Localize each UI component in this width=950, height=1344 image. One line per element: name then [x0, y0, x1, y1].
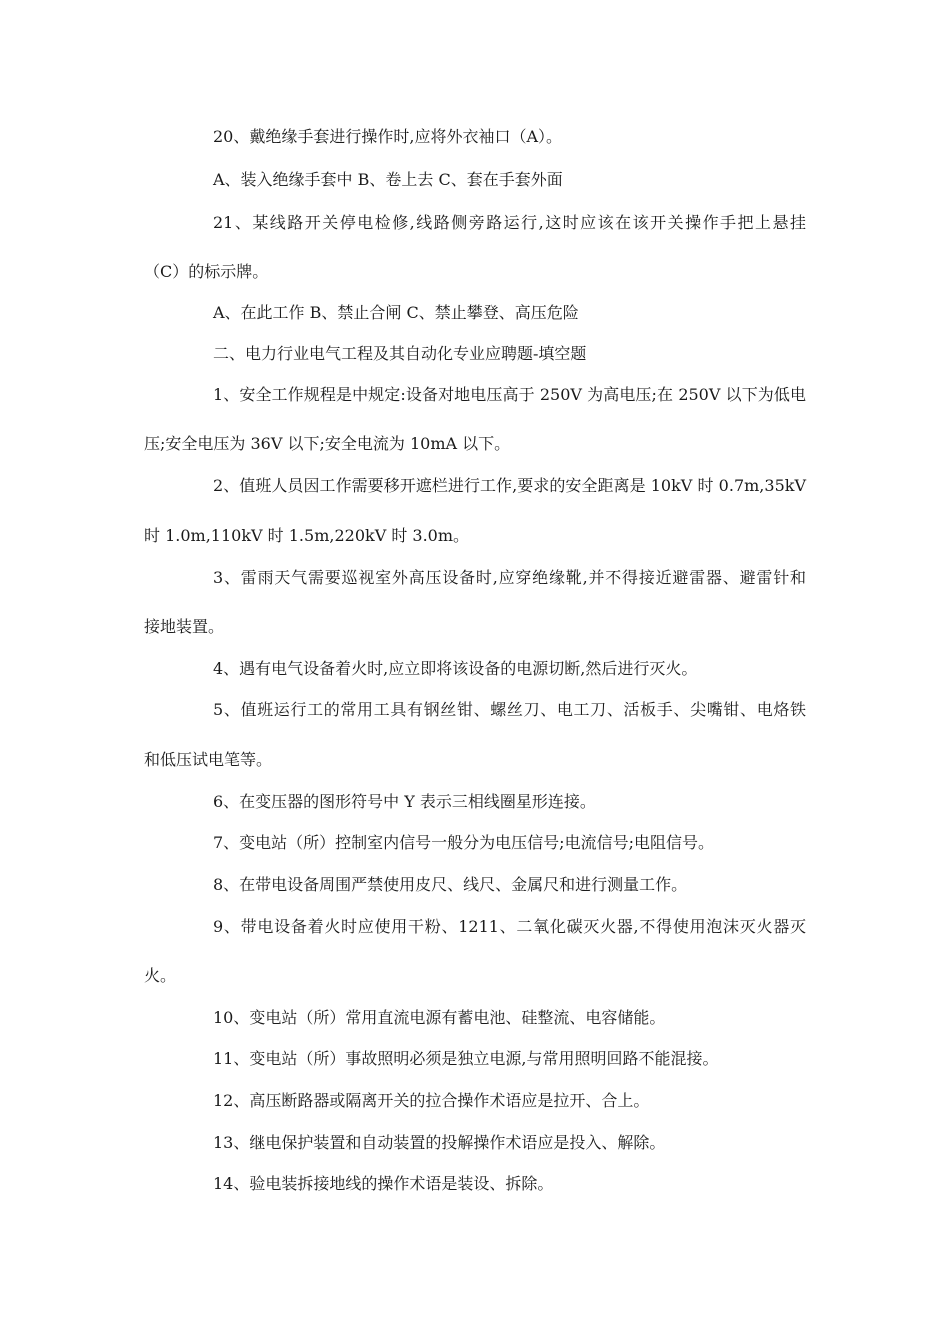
fill-blank-2: 2、值班人员因工作需要移开遮栏进行工作,要求的安全距离是 10kV 时 0.7m,35kV — [213, 476, 806, 495]
question-20: 20、戴绝缘手套进行操作时,应将外衣袖口（A）。 — [213, 127, 563, 146]
fill-blank-6: 6、在变压器的图形符号中 Y 表示三相线圈星形连接。 — [213, 792, 596, 811]
fill-blank-5: 5、值班运行工的常用工具有钢丝钳、螺丝刀、电工刀、活板手、尖嘴钳、电烙铁 — [213, 700, 806, 719]
fill-blank-8: 8、在带电设备周围严禁使用皮尺、线尺、金属尺和进行测量工作。 — [213, 875, 688, 894]
fill-blank-14: 14、验电装拆接地线的操作术语是装设、拆除。 — [213, 1174, 554, 1193]
fill-blank-7: 7、变电站（所）控制室内信号一般分为电压信号;电流信号;电阻信号。 — [213, 833, 714, 852]
fill-blank-5-continued: 和低压试电笔等。 — [144, 750, 273, 769]
fill-blank-11: 11、变电站（所）事故照明必须是独立电源,与常用照明回路不能混接。 — [213, 1049, 719, 1068]
fill-blank-1: 1、安全工作规程是中规定:设备对地电压高于 250V 为高电压;在 250V 以下为低电 — [213, 385, 806, 404]
fill-blank-9: 9、带电设备着火时应使用干粉、1211、二氧化碳灭火器,不得使用泡沫灭火器灭 — [213, 917, 806, 936]
question-21-options: A、在此工作 B、禁止合闸 C、禁止攀登、高压危险 — [213, 303, 579, 322]
question-21: 21、某线路开关停电检修,线路侧旁路运行,这时应该在该开关操作手把上悬挂 — [213, 213, 806, 232]
fill-blank-9-continued: 火。 — [144, 966, 177, 985]
fill-blank-2-continued: 时 1.0m,110kV 时 1.5m,220kV 时 3.0m。 — [144, 526, 470, 545]
fill-blank-3-continued: 接地装置。 — [144, 617, 225, 636]
question-21-continued: （C）的标示牌。 — [144, 262, 269, 281]
fill-blank-1-continued: 压;安全电压为 36V 以下;安全电流为 10mA 以下。 — [144, 434, 511, 453]
fill-blank-10: 10、变电站（所）常用直流电源有蓄电池、硅整流、电容储能。 — [213, 1008, 666, 1027]
section-heading: 二、电力行业电气工程及其自动化专业应聘题-填空题 — [213, 344, 587, 363]
question-20-options: A、装入绝缘手套中 B、卷上去 C、套在手套外面 — [213, 170, 563, 189]
fill-blank-3: 3、雷雨天气需要巡视室外高压设备时,应穿绝缘靴,并不得接近避雷器、避雷针和 — [213, 568, 806, 587]
fill-blank-12: 12、高压断路器或隔离开关的拉合操作术语应是拉开、合上。 — [213, 1091, 650, 1110]
fill-blank-4: 4、遇有电气设备着火时,应立即将该设备的电源切断,然后进行灭火。 — [213, 659, 698, 678]
fill-blank-13: 13、继电保护装置和自动装置的投解操作术语应是投入、解除。 — [213, 1133, 666, 1152]
